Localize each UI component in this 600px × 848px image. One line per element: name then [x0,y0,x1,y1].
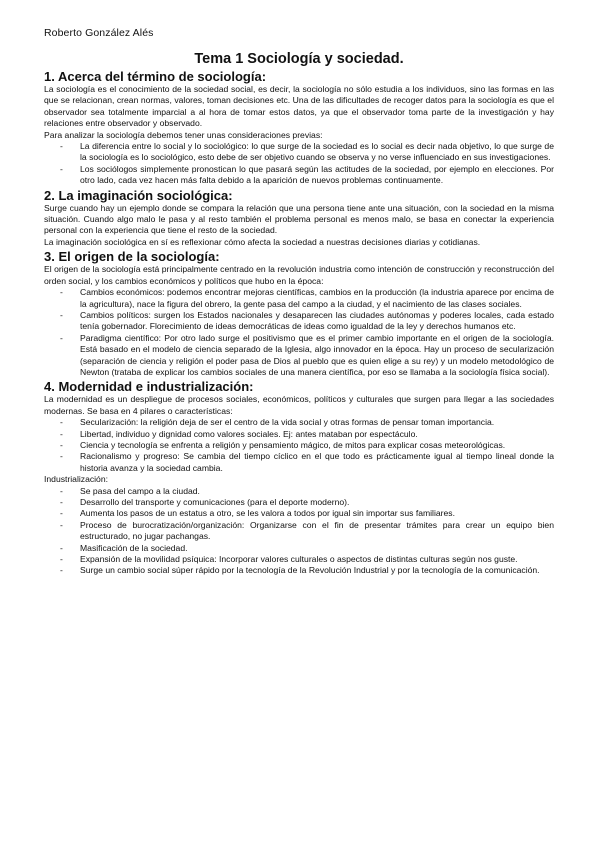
list-item: - Expansión de la movilidad psíquica: Incorporar valores culturales o aspectos de distintas culturas según nos guste. [44,554,554,565]
list-item: - Desarrollo del transporte y comunicaciones (para el deporte moderno). [44,497,554,508]
section-2-heading: 2. La imaginación sociológica: [44,187,233,203]
list-item: - Paradigma científico: Por otro lado surge el positivismo que es el primer cambio importante en el origen de la sociología. Está basado en el modelo de ciencia separado de la Iglesia, algo innovador en la época. Hay un proceso de secularización (separación de ciencia y religión el poder pasa de Dios al pueblo que es quien elige a su rey) y un modelo metodológico de Newton (trataba de explicar los cambios sociales de una manera científica, por eso se llamaba a la sociología física social). [44,333,554,379]
list-item: - Los sociólogos simplemente pronostican lo que pasará según las actitudes de la sociedad, por ejemplo en elecciones. Por otro lado, cada vez hacen más falta debido a la aparición de nuevos problemas continuamente. [44,164,554,187]
section-4-heading: 4. Modernidad e industrialización: [44,379,254,395]
section-3-heading: 3. El origen de la sociología: [44,249,220,265]
document-title: Tema 1 Sociología y sociedad. [194,51,404,67]
section-4-paragraph-1: La modernidad es un despliegue de procesos sociales, económicos, políticos y culturales que surgen para llegar a las sociedades modernas. Se basa en 4 pilares o características: [44,394,554,416]
list-item: - Racionalismo y progreso: Se cambia del tiempo cíclico en el que todo es prácticamente igual al tiempo lineal donde la historia avanza y la sociedad cambia. [44,451,554,474]
section-1-paragraph-2: Para analizar la sociología debemos tener unas consideraciones previas: [44,129,323,140]
list-item: - Secularización: la religión deja de ser el centro de la vida social y otras formas de pensar toman importancia. [44,417,554,428]
list-item: - Masificación de la sociedad. [44,543,554,554]
list-item: - Libertad, individuo y dignidad como valores sociales. Ej: antes mataban por espectáculo. [44,429,554,440]
section-3-list [44,287,554,378]
list-item: - Cambios políticos: surgen los Estados nacionales y desaparecen las ciudades autónomas y poderes locales, cada estado tenía gobernador. Florecimiento de ideas democráticas de ideas como igualdad de la ley y derechos humanos etc. [44,310,554,333]
list-item: - Aumenta los pasos de un estatus a otro, se les valora a todos por igual sin importar sus familiares. [44,508,554,519]
list-item: - Surge un cambio social súper rápido por la tecnología de la Revolución Industrial y por la tecnología de la comunicación. [44,565,554,576]
section-2-paragraph-2: La imaginación sociológica en sí es reflexionar cómo afecta la sociedad a nuestras decisiones diarias y cotidianas. [44,236,481,247]
section-4-list [44,417,554,474]
industrialization-subheading: Industrialización: [44,474,109,485]
section-3-paragraph-1: El origen de la sociología está principalmente centrado en la revolución industria como intención de construcción y reconstrucción del orden social, y los cambios económicos y políticos que hubo en la época: [44,264,554,286]
list-item: - Se pasa del campo a la ciudad. [44,486,554,497]
list-item: - Proceso de burocratización/organización: Organizarse con el fin de presentar trámites para crear un equipo bien estructurado, no jugar pachangas. [44,520,554,543]
list-item: - Cambios económicos: podemos encontrar mejoras científicas, cambios en la producción (la industria aparece por encima de la agricultura), nace la figura del obrero, la gente pasa del campo a la ciudad, y el nacimiento de las clases sociales. [44,287,554,310]
industrialization-list [44,486,554,577]
author-name: Roberto González Alés [44,27,154,39]
section-2-paragraph-1: Surge cuando hay un ejemplo donde se compara la relación que una persona tiene ante una situación, con la sociedad en la misma situación. Cuando algo malo le pasa y al resto también el problema personal es menos malo, se basa en conectar la experiencia personal con la experiencia que tiene el resto de la sociedad. [44,202,554,236]
section-1-heading: 1. Acerca del término de sociología: [44,69,267,84]
list-item: - Ciencia y tecnología se enfrenta a religión y pensamiento mágico, de mitos para explicar cosas meteorológicas. [44,440,554,451]
list-item: - La diferencia entre lo social y lo sociológico: lo que surge de la sociedad es lo social es decir nada objetivo, lo que surge de la sociología es lo sociológico, esto debe de ser objetivo cuando se observa y no verse influenciado en sus investigaciones. [44,141,554,164]
section-1-paragraph-1: La sociología es el conocimiento de la sociedad social, es decir, la sociología no sólo estudia a los individuos, sino las formas en las que se relacionan, crean normas, valores, toman decisiones etc. Una de las dificultades de recoger datos para la sociología es que el observador sea totalmente imparcial a al hora de tomar estos datos, ya que el observador toma parte de la investigación y hay relaciones entre observador y observado. [44,84,554,129]
section-1-list [44,141,554,187]
